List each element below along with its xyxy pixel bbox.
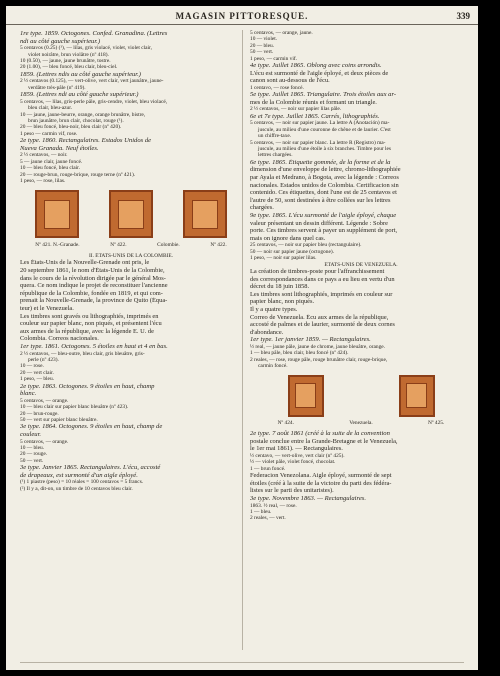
text-line: La création de timbres-poste pour l'affranchissement bbox=[250, 268, 385, 275]
text-line: 50 — vert sur papier blanc bleuâtre. bbox=[20, 417, 98, 424]
text-line: teur) et le Venezuela. bbox=[20, 305, 74, 313]
text-line: le 1er mai 1861). — Rectangulaires. bbox=[250, 445, 343, 453]
text-line: 1 peso, — carmin vif. bbox=[250, 55, 298, 62]
text-line: mais on ignore dans quel cas. bbox=[250, 234, 326, 242]
text-line: 5 centavos, — orange. bbox=[20, 438, 69, 445]
text-line: ½ — violet pâle, violet foncé, chocolat. bbox=[250, 459, 336, 466]
text-line: 10 — rose. bbox=[20, 363, 44, 370]
text-line: accosté de palmes et de laurier, surmonté de deux cornes bbox=[250, 321, 395, 329]
text-line: 20 septembre 1861, le nom d'États-Unis de la Colombie, bbox=[20, 267, 165, 275]
text-line: 1 peso — carmin vif, rose. bbox=[20, 130, 78, 137]
text-line: 2e type. 1863. Octogones. 9 étoiles en haut, champ bbox=[20, 382, 155, 390]
running-header bbox=[6, 10, 478, 25]
text-line: 20 — brun-rouge. bbox=[20, 410, 59, 417]
text-line: par Ayala et Medrano, à Bogota, avec la légende : Correos bbox=[250, 174, 399, 182]
text-line: 2 ½ centavos, — noir. bbox=[20, 152, 68, 159]
column-divider bbox=[242, 30, 243, 650]
text-line: aux armes de la république, avec la légende E. U. de bbox=[20, 327, 154, 335]
text-line: 6e et 7e type. Juillet 1865. Carrés, lithographiés. bbox=[250, 112, 380, 120]
text-line: 50 — noir sur papier jaune (octogone). bbox=[250, 248, 334, 255]
text-line: 5 centavos, — noir sur papier blanc. La lettre R (Registro) ma- bbox=[250, 139, 386, 146]
text-line: 1er type. 1er janvier 1859. — Rectangulaires. bbox=[250, 336, 371, 344]
text-line: Federacion Venezolana. Aigle éployé, surmonté de sept bbox=[250, 472, 392, 480]
text-line: prenait la Nouvelle-Grenade, la province de Quito (Équa- bbox=[20, 297, 168, 305]
text-line: 10 — jaune, jaune-beurre, orange, orange brunâtre, bistre, bbox=[20, 111, 146, 118]
text-line: 10 — violet. bbox=[250, 36, 278, 43]
text-line: papier blanc, non piqués. bbox=[250, 298, 315, 306]
text-line: 6e type. 1865. Étiquette gommée, de la forme et de la bbox=[250, 158, 391, 166]
text-line: 2e type. 1860. Rectangulaires. Estados Unidos de bbox=[20, 137, 152, 145]
stamp-caption: Nº 424. bbox=[277, 419, 294, 426]
stamp-caption: Nº 422. bbox=[210, 242, 227, 249]
text-line: 2 reales, — vert. bbox=[250, 515, 286, 522]
text-line: lettres chargées. bbox=[258, 152, 293, 159]
stamp-caption: Nº 421. N.-Granade. bbox=[35, 242, 80, 249]
text-line: 1 — bleu pâle, bleu clair, bleu foncé (nº 424). bbox=[250, 350, 349, 357]
right-text-bottom bbox=[250, 430, 472, 522]
text-line: 3e type. Novembre 1863. — Rectangulaires. bbox=[250, 494, 366, 502]
text-line: 5 centavos (0.25) (¹), — lilas, gris violacé, violet, violet clair, bbox=[20, 45, 152, 52]
stamp-captions-right bbox=[250, 420, 472, 428]
text-line: dimension d'une enveloppe de lettre, chromo-lithographiée bbox=[250, 166, 401, 174]
stamp-caption: Nº 425. bbox=[427, 419, 445, 426]
text-line: ÉTATS-UNIS DE VENEZUELA. bbox=[324, 261, 398, 268]
text-line: 2e type. 7 août 1861 (créé à la suite de la convention bbox=[250, 430, 390, 438]
text-line: 20 (1.00), — bleu foncé, bleu clair, bleu-ciel. bbox=[20, 64, 118, 71]
text-line: 1 peso, — noir sur papier lilas. bbox=[250, 255, 317, 262]
text-line: d'abondance. bbox=[250, 328, 284, 336]
text-line: Nueva Granada. Neuf étoiles. bbox=[20, 144, 99, 152]
text-line: chargées. bbox=[250, 204, 274, 212]
right-text-top bbox=[250, 30, 472, 370]
text-line: république de la Colombie, fondée en 1819, et qui com- bbox=[20, 289, 163, 297]
text-line: juscule, au milieu d'une étoile à six branches. Timbre pour les bbox=[258, 146, 392, 153]
left-text-bottom bbox=[20, 253, 242, 492]
text-line: 10 (0.50), — jaune, jaune brunâtre, tostre. bbox=[20, 58, 111, 64]
text-line: Il y a quatre types. bbox=[250, 305, 298, 313]
text-line: verdâtre très-pâle (nº 419). bbox=[28, 84, 86, 91]
text-line: 5 centavos, — orange. bbox=[20, 397, 69, 404]
stamp-captions-left bbox=[20, 242, 242, 250]
stamp-caption: Colombie. bbox=[157, 242, 180, 249]
text-line: violet noirâtre, brun violâtre (nº 418). bbox=[28, 51, 109, 58]
text-line: Les timbres sont gravés ou lithographiés, imprimés en bbox=[20, 312, 159, 320]
text-line: 9e type. 1865. L'écu surmonté de l'aigle éployé, chaque bbox=[250, 212, 397, 219]
text-line: couleur sur papier blanc, non piqués, et présentent l'écu bbox=[20, 320, 162, 328]
text-line: blanc. bbox=[20, 390, 37, 398]
text-line: 50 — vert. bbox=[20, 457, 44, 464]
text-line: (¹) 1 piastre (peso) = 10 réales = 100 centavos = 5 francs. bbox=[20, 479, 144, 486]
text-line: 2 ½ centavos, — bleu-outre, bleu clair, gris bleuâtre, gris- bbox=[20, 350, 145, 357]
text-line: postale conclue entre la Grande-Bretagne et le Venezuela, bbox=[250, 437, 398, 445]
text-line: valeur présentant un dessin différent. Légende : Sobre bbox=[250, 219, 388, 227]
text-line: II. ÉTATS-UNIS DE LA COLOMBIE. bbox=[88, 253, 173, 260]
text-line: 1859. (Lettres ndi au côté gauche supérieur.) bbox=[20, 91, 139, 99]
text-line: quera. Ce nom indique le projet de reconstituer l'ancienne bbox=[20, 282, 168, 290]
text-line: ½ centavo, — vert-olive, vert clair (nº 425). bbox=[250, 452, 345, 459]
text-line: étoiles (créé à la suite de la victoire du parti des fédéra- bbox=[250, 479, 392, 487]
text-line: contenido. Ces étiquettes, dont l'une est de 25 centavos et bbox=[250, 189, 397, 197]
text-line: nacionales. Estados unidos de Colombia. Certificacion sin bbox=[250, 181, 399, 189]
text-line: 3e type. Janvier 1865. Rectangulaires. L'écu, accosté bbox=[20, 464, 161, 472]
text-line: brun jaunâtre, brun clair, chocolat, rouge (¹). bbox=[28, 118, 124, 125]
text-line: des correspondances dans ce pays a eu lieu en vertu d'un bbox=[250, 275, 395, 283]
text-line: 1 — bleu. bbox=[250, 508, 272, 515]
stamp-caption: Venezuela. bbox=[349, 419, 373, 426]
text-line: canon sont au-dessous de l'écu. bbox=[250, 77, 330, 85]
text-line: Correo de Venezuela. Écu aux armes de la république, bbox=[250, 313, 389, 321]
text-line: 50 — vert. bbox=[250, 49, 274, 56]
left-column bbox=[20, 30, 242, 492]
text-line: 5e type. Juillet 1865. Triangulaire. Trois étoiles aux ar- bbox=[250, 91, 397, 99]
text-line: ndi au côté gauche supérieur.) bbox=[20, 37, 101, 45]
text-line: 20 — bleu. bbox=[250, 42, 275, 49]
stamp-image bbox=[35, 190, 79, 238]
text-line: perle (nº 423). bbox=[28, 357, 59, 363]
text-line: 1er type. 1861. Octogones. 5 étoiles en haut et 4 en bas. bbox=[20, 343, 168, 350]
text-line: 20 — vert clair. bbox=[20, 369, 54, 376]
text-line: 5 centavos, — noir sur papier jaune. La lettre A (Anotación) ma- bbox=[250, 120, 390, 127]
text-line: décret du 18 juin 1858. bbox=[250, 283, 310, 291]
text-line: 10 — bleu clair sur papier blanc bleuâtre (nº 423). bbox=[20, 404, 129, 411]
text-line: listes sur le parti des unitaristes). bbox=[250, 487, 334, 495]
right-column bbox=[250, 30, 472, 522]
text-line: dans le cours de la révolution dirigée par le général Mos- bbox=[20, 274, 166, 282]
text-line: un chiffre-taxe. bbox=[258, 133, 292, 140]
text-line: 2 ½ centavos, — noir sur papier lilas pâle. bbox=[250, 106, 342, 113]
text-line: (²) Il y a, dit-on, un timbre de 10 centavos bleu clair. bbox=[20, 485, 133, 492]
text-line: bleu clair, bleu-azur. bbox=[28, 105, 73, 112]
stamp-image bbox=[288, 375, 324, 417]
text-line: 20 — rouge. bbox=[20, 451, 48, 458]
text-line: couleur. bbox=[20, 431, 42, 439]
text-line: 1 centavo, — rose foncé. bbox=[250, 84, 304, 91]
text-line: juscule, au milieu d'une couronne de chêne et de laurier. C'est bbox=[258, 126, 391, 133]
text-line: 2 ½ centavos (0.125), — vert-olive, vert clair, vert jaunâtre, jaune- bbox=[20, 78, 164, 85]
text-line: 10 — bleu foncé, bleu clair. bbox=[20, 165, 81, 172]
text-line: 1 peso, — bleu. bbox=[20, 376, 54, 383]
text-line: 3e type. 1864. Octogones. 9 étoiles en haut, champ de bbox=[20, 423, 163, 431]
text-line: Colombia. Correos nacionales. bbox=[20, 335, 99, 343]
text-line: 10 — bleu. bbox=[20, 445, 45, 452]
text-line: 25 centavos, — noir sur papier bleu (rectangulaire). bbox=[250, 242, 362, 249]
left-text-top bbox=[20, 30, 242, 184]
stamp-image bbox=[399, 375, 435, 417]
text-line: L'écu est surmonté de l'aigle éployé, et deux pièces de bbox=[250, 69, 389, 77]
text-line: de drapeaux, est surmonté d'un aigle éployé. bbox=[20, 471, 138, 479]
text-line: ½ real, — jaune pâle, jaune de chrome, jaune bleuâtre, orange. bbox=[250, 343, 386, 350]
stamp-illustrations-right bbox=[250, 374, 472, 418]
text-line: 5 centavos, — orange, jaune. bbox=[250, 30, 313, 36]
stamp-caption: Nº 422. bbox=[110, 242, 127, 249]
text-line: porte. Ces timbres servent à payer un supplément de port, bbox=[250, 227, 398, 235]
text-line: 4e type. Juillet 1865. Oblong avec coins arrondis. bbox=[250, 62, 382, 70]
text-line: 20 — bleu foncé, bleu-noir, bleu clair (nº 420). bbox=[20, 124, 122, 131]
text-line: 2 reales, — rose, rouge pâle, rouge brunâtre clair, rouge-brique, bbox=[250, 356, 388, 363]
page-number: 339 bbox=[456, 11, 470, 21]
text-line: 1 peso, — rose, lilas. bbox=[20, 178, 66, 185]
text-line: Les timbres sont lithographiés, imprimés en couleur sur bbox=[250, 290, 393, 298]
text-line: carmin foncé. bbox=[258, 363, 288, 370]
stamp-image bbox=[109, 190, 153, 238]
document-page bbox=[6, 6, 478, 670]
text-line: l'autre de 50, sont destinées à être collées sur les lettres bbox=[250, 196, 391, 204]
magazine-title: MAGASIN PITTORESQUE. bbox=[175, 11, 309, 21]
stamp-illustrations-left bbox=[20, 188, 242, 240]
text-line: 1859. (Lettres ndis au côté gauche supérieur.) bbox=[20, 70, 141, 78]
text-line: 1863. ½ real, — rose. bbox=[250, 502, 297, 509]
text-line: mes de la Colombie réunis et formant un triangle. bbox=[250, 98, 377, 106]
text-line: Les États-Unis de la Nouvelle-Grenade ont pris, le bbox=[20, 259, 150, 267]
text-line: 1re type. 1859. Octogones. Confed. Granadina. (Lettres bbox=[20, 30, 168, 37]
text-line: 20 — rouge-brun, rouge-brique, rouge terne (nº 421). bbox=[20, 171, 136, 178]
stamp-image bbox=[183, 190, 227, 238]
text-line: 1 — brun foncé. bbox=[250, 465, 286, 472]
text-line: 5 centavos, — lilas, gris-perle pâle, gris-cendre, violet, bleu violacé, bbox=[20, 98, 168, 105]
footer-rule bbox=[20, 662, 464, 664]
text-line: 5 — jaune clair, jaune foncé. bbox=[20, 158, 83, 165]
